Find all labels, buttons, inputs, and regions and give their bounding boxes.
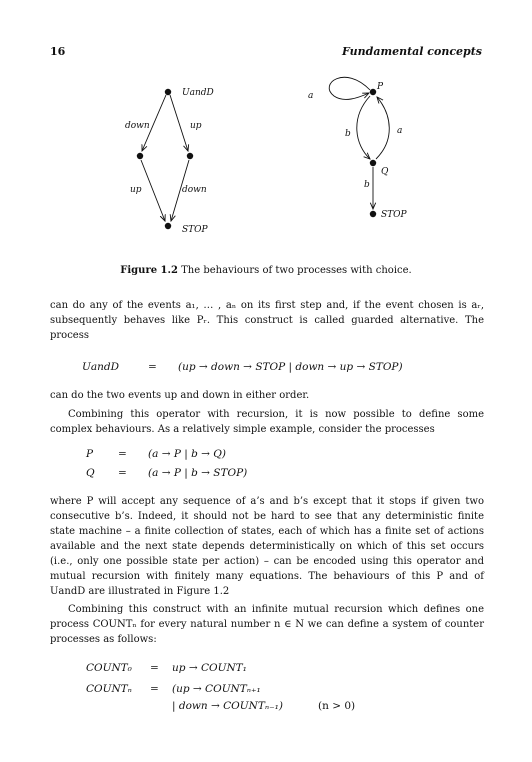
label-down-right: down	[182, 185, 207, 195]
label-up-right: up	[190, 121, 202, 131]
eq-q-lhs: Q	[86, 467, 95, 479]
label-down-left: down	[125, 121, 150, 131]
eq-count0-rhs: up → COUNT₁	[172, 662, 247, 674]
paragraph-counter: Combining this construct with an infinite mutual recursion which defines one process COUNTₙ for every natural number n ∈ N we can define a system of counter processes as follows:	[50, 604, 484, 645]
label-uandd: UandD	[182, 88, 214, 98]
eq-countn-condition: (n > 0)	[318, 700, 356, 712]
running-title: Fundamental concepts	[342, 45, 482, 58]
label-a-loop: a	[308, 91, 314, 101]
eq-countn-rhs-line2: | down → COUNTₙ₋₁)	[172, 700, 283, 712]
label-b-down: b	[364, 180, 370, 190]
eq-p-rhs: (a → P | b → Q)	[148, 448, 227, 460]
node-left-mid	[137, 153, 143, 159]
figure-1-2	[0, 70, 532, 240]
edge-a-q-to-p	[376, 97, 389, 159]
label-a-right: a	[397, 126, 403, 136]
eq-count0-lhs: COUNT₀	[86, 662, 132, 674]
label-stop-left: STOP	[182, 225, 208, 235]
eq-p-lhs: P	[86, 448, 94, 460]
eq-uandd-rhs: (up → down → STOP | down → up → STOP)	[178, 361, 403, 373]
eq-countn-lhs: COUNTₙ	[86, 683, 132, 695]
node-uandd	[165, 89, 171, 95]
eq-uandd-lhs: UandD	[82, 361, 120, 373]
label-b-left: b	[345, 129, 351, 139]
caption-label: Figure 1.2	[120, 265, 178, 276]
label-q: Q	[381, 167, 389, 177]
edge-a-loop	[329, 77, 370, 99]
edge-up-1	[170, 95, 188, 151]
eq-q-sign: =	[118, 467, 127, 479]
eq-p-sign: =	[118, 448, 127, 460]
page-number: 16	[50, 45, 66, 58]
node-right-mid	[187, 153, 193, 159]
paragraph-finite-state-machine: where P will accept any sequence of a’s and b’s except that it stops if given two consecutive b’s. Indeed, it should not be hard to see that any deterministic finite state machine – a finite collection of states, each of which has a finite set of actions available and the next state depends deterministically on which of this set occurs (i.e., only one possible state per action) – can be encoded using this operator and mutual recursion with finitely many equations. The behaviours of this P and of UandD are illustrated in Figure 1.2	[50, 496, 484, 597]
node-q	[370, 160, 376, 166]
paragraph-guarded-alternative: can do any of the events a₁, … , aₙ on its first step and, if the event chosen is aᵣ, subsequently behaves like Pᵣ. This construct is called guarded alternative. The process	[50, 300, 484, 341]
label-up-left: up	[130, 185, 142, 195]
figure-caption	[0, 265, 532, 276]
eq-countn-sign: =	[150, 683, 159, 695]
eq-count0-sign: =	[150, 662, 159, 674]
edge-b-p-to-q	[357, 96, 370, 159]
edge-up-2	[141, 160, 165, 221]
label-stop-right: STOP	[381, 210, 407, 220]
node-p	[370, 89, 376, 95]
eq-countn-rhs-line1: (up → COUNTₙ₊₁	[172, 683, 261, 695]
eq-uandd-sign: =	[148, 361, 157, 373]
eq-q-rhs: (a → P | b → STOP)	[148, 467, 248, 479]
node-stop-right	[370, 211, 376, 217]
caption-text: The behaviours of two processes with choice.	[181, 265, 412, 276]
node-stop-left	[165, 223, 171, 229]
label-p: P	[377, 82, 384, 92]
paragraph-recursion: Combining this operator with recursion, it is now possible to define some complex behaviours. As a relatively simple example, consider the processes	[50, 409, 484, 435]
paragraph-either-order: can do the two events up and down in either order.	[50, 390, 310, 401]
